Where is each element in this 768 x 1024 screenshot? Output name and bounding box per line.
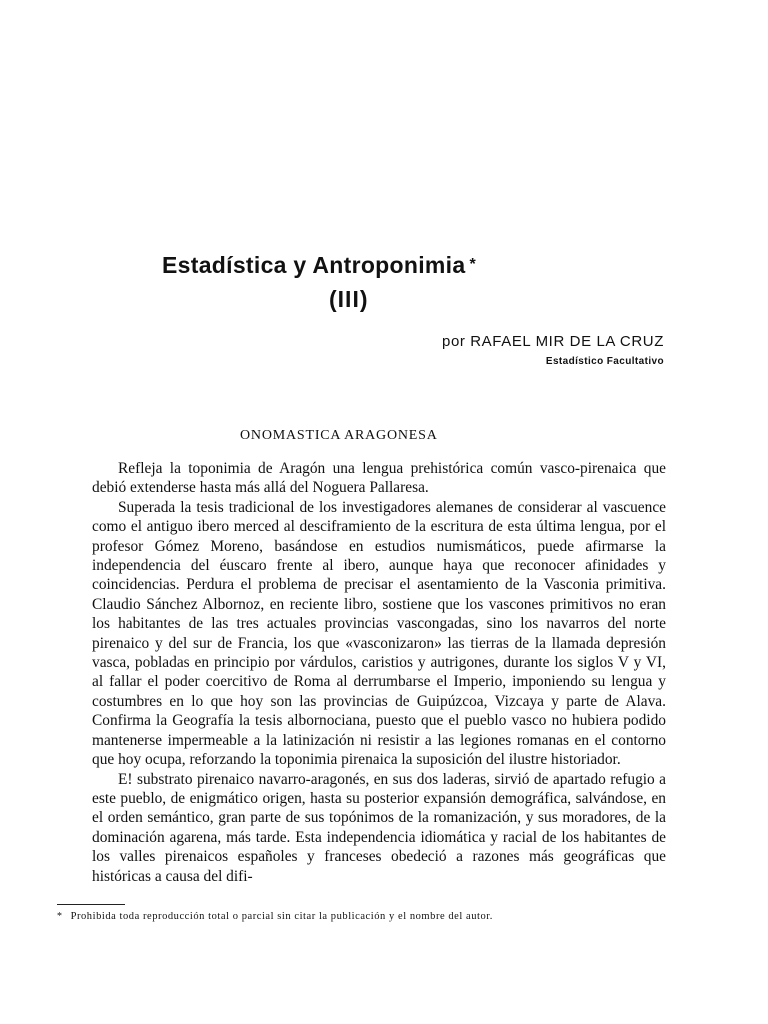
footnote-text: Prohibida toda reproducción total o parcial sin citar la publicación y el nombre del autor.	[70, 911, 493, 922]
footnote	[57, 910, 669, 924]
author-role: Estadístico Facultativo	[545, 356, 664, 367]
paragraph-3: E! substrato pirenaico navarro-aragonés, en sus dos laderas, sirvió de apartado refugio a este pueblo, de enigmático origen, hasta su posterior expansión demográfica, salvándose, en el orden semántico, gran parte de sus topónimos de la romanización, y sus moradores, de la dominación agarena, más tarde. Esta independencia idiomática y racial de los habitantes de los valles pirenaicos españoles y franceses obedeció a razones más geográficas que históricas a causa del difi-	[92, 770, 666, 885]
footnote-divider	[57, 904, 125, 905]
article-part-number: (III)	[329, 286, 369, 312]
article-title	[0, 248, 768, 282]
section-heading: ONOMASTICA ARAGONESA	[240, 428, 438, 443]
body-text	[92, 459, 666, 886]
article-title-text: Estadística y Antroponimia	[162, 252, 466, 278]
title-block	[0, 248, 768, 312]
byline	[442, 332, 664, 370]
paragraph-2: Superada la tesis tradicional de los investigadores alemanes de considerar al vascuence como el antiguo ibero merced al desciframiento de la escritura de esta última lengua, por el profesor Gómez Moreno, basándose en estudios numismáticos, puede afirmarse la independencia del éuscaro frente al ibero, aunque haya que reconocer afinidades y coincidencias. Perdura el problema de precisar el asentamiento de la Vasconia primitiva. Claudio Sánchez Albornoz, en reciente libro, sostiene que los vascones primitivos no eran los habitantes de las tres actuales provincias vascongadas, sino los navarros del norte pirenaico y del sur de Francia, los que «vasconizaron» las tierras de la llamada depresión vasca, pobladas en principio por várdulos, caristios y autrigones, durante los siglos V y VI, al fallar el poder coercitivo de Roma al derrumbarse el Imperio, imponiendo su lengua y costumbres en lo que hoy son las provincias de Guipúzcoa, Vizcaya y parte de Alava. Confirma la Geografía la tesis albornociana, puesto que el pueblo vasco no hubiera podido mantenerse impermeable a la latinización ni resistir a las legiones romanas en el contorno que hoy ocupa, reforzando la toponimia pirenaica la suposición del ilustre historiador.	[92, 498, 666, 769]
footnote-mark: *	[57, 911, 63, 922]
title-footnote-mark: *	[469, 256, 476, 273]
paragraph-1: Refleja la toponimia de Aragón una lengua prehistórica común vasco-pirenaica que debió extenderse hasta más allá del Noguera Pallaresa.	[92, 460, 666, 497]
author-name: por RAFAEL MIR DE LA CRUZ	[442, 333, 664, 350]
